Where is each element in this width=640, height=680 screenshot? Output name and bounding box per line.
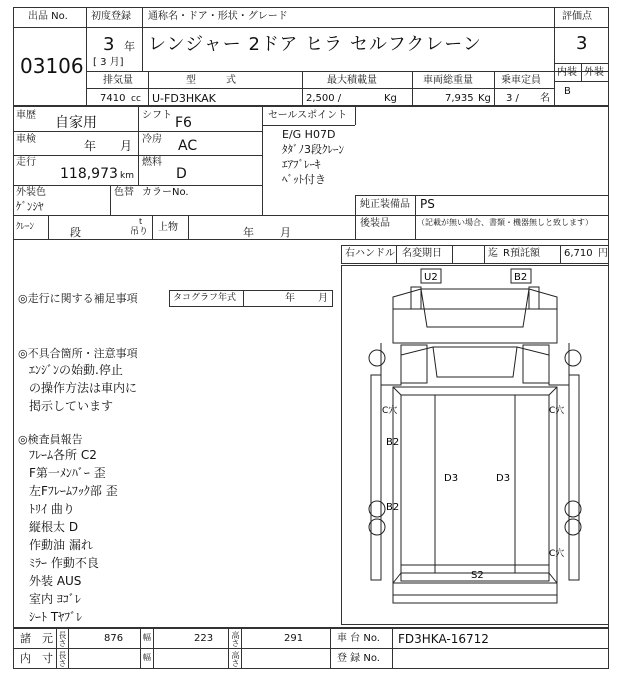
mileage-label: 走行: [16, 157, 36, 168]
fuel-label: 燃料: [142, 157, 162, 168]
sales-point-4: ﾍﾞｯﾄ付き: [282, 173, 326, 186]
name-change-label: 名変期日: [402, 248, 442, 259]
width-value: 223: [194, 633, 214, 644]
aftermarket-label: 後装品: [360, 218, 390, 229]
crane-label: ｸﾚｰﾝ: [16, 222, 35, 232]
damage-b2-top: B2: [514, 272, 528, 283]
height-label: 高さ: [231, 631, 240, 647]
first-registration-label: 初度登録: [91, 11, 131, 22]
exterior-color-value: ｹﾞﾝｼﾔ: [16, 200, 44, 213]
first-registration-month: [ 3 月]: [93, 57, 124, 68]
lot-number-label: 出品 No.: [28, 11, 68, 22]
gvw-unit: Kg: [478, 93, 491, 104]
capacity-label: 乗車定員: [501, 75, 541, 86]
aftermarket-note: （記載が無い場合、書類・機器無しと致します）: [417, 218, 593, 227]
steering-value: 右ハンドル: [345, 248, 395, 259]
grade-value: 3: [576, 33, 588, 54]
wait-label: 迄: [488, 248, 498, 259]
color-code-label: カラーNo.: [142, 187, 189, 198]
yen-unit: 円: [598, 248, 608, 259]
tachograph-year: 年: [285, 293, 295, 304]
crane-ton: t: [139, 217, 143, 226]
defect-line-1: ｴﾝｼﾞﾝの始動.停止: [29, 363, 123, 377]
damage-s2: S2: [471, 570, 484, 581]
top-equipment-year: 年: [243, 226, 254, 239]
length-value: 876: [104, 633, 124, 644]
shift-value: F6: [175, 115, 192, 131]
sales-point-1: E/G H07D: [282, 128, 336, 141]
tachograph-month: 月: [318, 293, 328, 304]
interior-grade: B: [564, 86, 571, 97]
exterior-color-label: 外装色: [16, 187, 46, 198]
inspector-item-1: ﾌﾚｰﾑ各所 C2: [29, 448, 97, 462]
inspector-item-2: F第一ﾒﾝﾊﾞｰ 歪: [29, 466, 106, 480]
year-unit: 年: [124, 40, 135, 53]
damage-d3-left: D3: [444, 473, 459, 484]
defect-line-3: 掲示しています: [29, 399, 114, 413]
damage-c-right-2: C穴: [549, 549, 565, 559]
color-change-label: 色替: [114, 187, 134, 198]
ac-label: 冷房: [142, 134, 162, 145]
truck-diagram: [341, 265, 609, 625]
inspector-item-9: 室内 ﾖｺﾞﾚ: [29, 592, 81, 606]
inspection-year: 年: [84, 139, 97, 153]
displacement-label: 排気量: [103, 75, 133, 86]
interior-label: 内装: [557, 67, 577, 78]
spec-label: 諸 元: [20, 632, 53, 645]
sales-point-3: ｴｱﾌﾞﾚｰｷ: [282, 158, 321, 171]
first-registration-year: 3: [103, 34, 115, 55]
capacity-value: 3 /: [506, 93, 519, 104]
mileage-unit: km: [120, 171, 134, 181]
height-value: 291: [284, 633, 304, 644]
damage-c-left-1: C穴: [382, 406, 398, 416]
max-load-label: 最大積載量: [327, 75, 377, 86]
displacement-value: 7410: [100, 93, 126, 104]
shift-label: シフト: [142, 110, 172, 121]
inspection-month: 月: [120, 139, 133, 153]
crane-stage: 段: [70, 226, 81, 239]
inner-width-label: 幅: [143, 653, 151, 662]
gvw-value: 7,935: [445, 93, 474, 104]
max-load-value: 2,500 /: [306, 93, 342, 104]
damage-c-right-1: C穴: [549, 406, 565, 416]
inner-height-label: 高さ: [231, 651, 240, 667]
recycle-value: 6,710: [564, 248, 593, 259]
damage-u2: U2: [424, 272, 438, 283]
damage-b2-left-1: B2: [386, 437, 400, 448]
genuine-equipment-value: PS: [420, 197, 435, 211]
tachograph-label: タコグラフ年式: [173, 293, 237, 303]
length-label: 長さ: [58, 631, 67, 647]
inspection-label: 車検: [16, 134, 36, 145]
max-load-unit: Kg: [384, 93, 397, 104]
inspector-item-10: ｼｰﾄ Tﾔﾌﾞﾚ: [29, 610, 83, 624]
grade-label: 評価点: [562, 11, 592, 22]
history-label: 車歴: [16, 110, 36, 121]
registration-label: 登 録 No.: [337, 653, 380, 664]
gvw-label: 車両総重量: [423, 75, 473, 86]
damage-b2-left-2: B2: [386, 502, 400, 513]
inspector-item-8: 外装 AUS: [29, 574, 82, 588]
damage-d3-right: D3: [496, 473, 511, 484]
model-name: レンジャー 2ドア ヒラ セルフクレーン: [148, 34, 482, 55]
lot-number: 03106: [20, 54, 84, 78]
inner-length-label: 長さ: [58, 651, 67, 667]
sales-points-title: セールスポイント: [268, 110, 348, 121]
vehicle-type: U-FD3HKAK: [152, 92, 216, 105]
chassis-number: FD3HKA-16712: [398, 632, 489, 646]
top-equipment-month: 月: [280, 226, 291, 239]
exterior-label: 外装: [584, 67, 604, 78]
ac-value: AC: [178, 138, 198, 154]
fuel-value: D: [176, 166, 187, 182]
inspector-report-label: ◎検査員報告: [18, 433, 83, 446]
top-equipment-label: 上物: [158, 222, 178, 233]
type-label: 型 式: [186, 75, 236, 86]
crane-hang: 吊り: [130, 227, 149, 237]
genuine-equipment-label: 純正装備品: [360, 199, 410, 210]
inspector-item-5: 縦根太 D: [29, 520, 79, 534]
displacement-unit: cc: [131, 94, 141, 104]
inspector-item-7: ﾐﾗｰ 作動不良: [29, 556, 99, 570]
inspector-item-6: 作動油 漏れ: [29, 538, 93, 552]
recycle-label: R預託額: [503, 248, 540, 259]
sales-point-2: ﾀﾀﾞﾉ3段ｸﾚｰﾝ: [282, 143, 344, 156]
inspector-item-3: 左Fﾌﾚｰﾑﾌｯｸ部 歪: [29, 484, 118, 498]
defects-label: ◎不具合箇所・注意事項: [18, 347, 138, 360]
width-label: 幅: [143, 633, 151, 642]
mileage-value: 118,973: [60, 166, 118, 182]
chassis-label: 車 台 No.: [337, 633, 380, 644]
model-header: 通称名・ドア・形状・グレード: [148, 11, 288, 22]
history-value: 自家用: [55, 115, 97, 131]
capacity-unit: 名: [540, 93, 550, 104]
defect-line-2: の操作方法は車内に: [29, 381, 138, 395]
inner-size-label: 内 寸: [20, 652, 53, 665]
travel-notes-label: ◎走行に関する補足事項: [18, 292, 138, 305]
inspector-item-4: ﾄﾘｲ 曲り: [29, 502, 75, 516]
